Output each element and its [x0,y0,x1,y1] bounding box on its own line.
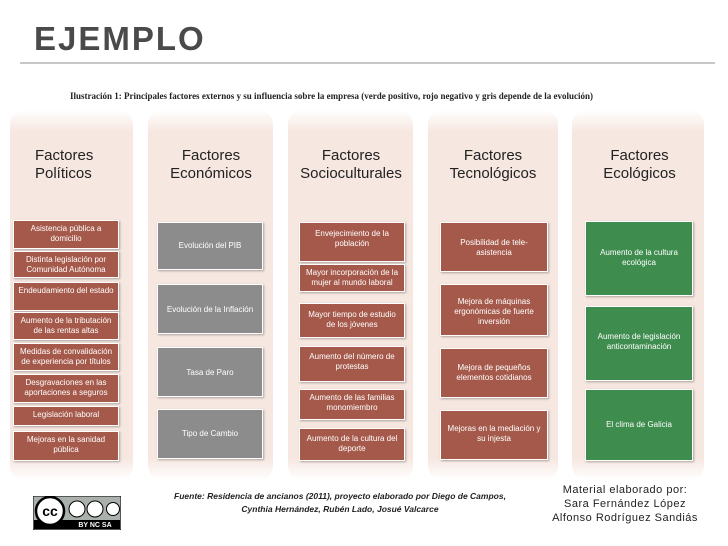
column-socioculturales [288,110,413,480]
factor-box: Mayor tiempo de estudio de los jóvenes [299,303,405,338]
cc-logo-text: cc [42,503,58,519]
title-divider [20,62,715,64]
column-title-politicos: Factores Políticos [35,147,94,182]
factor-box: Envejecimiento de la población [299,222,405,262]
factor-box: Evolución del PIB [157,222,263,270]
factor-box: Legislación laboral [13,406,119,426]
source-note: Fuente: Residencia de ancianos (2011), proyecto elaborado por Diego de Campos, Cynthia Hernández, Rubén Lado, Josué Valcarce [174,491,506,514]
factor-box: Tipo de Cambio [157,409,263,459]
column-title-tecnologicos: Factores Tecnológicos [449,147,537,182]
creative-commons-license-icon[interactable] [33,496,121,530]
slide-title: EJEMPLO [34,20,206,57]
factor-box: Posibilidad de tele-asistencia [440,222,548,272]
factor-box: Desgravaciones en las aportaciones a seguros [13,374,119,403]
factor-box: Medidas de convalidación de experiencia por títulos [13,343,119,371]
column-title-socioculturales: Factores Socioculturales [300,147,402,182]
factor-box: Mejora de máquinas ergonómicas de fuerte inversión [440,284,548,336]
factor-box: Mayor incorporación de la mujer al mundo laboral [299,264,405,292]
factor-box: Aumento del número de protestas [299,346,405,382]
factor-box: Distinta legislación por Comunidad Autónoma [13,251,119,278]
factor-box: Mejora de pequeños elementos cotidianos [440,348,548,398]
factor-box: Aumento de la cultura del deporte [299,428,405,461]
column-title-ecologicos: Factores Ecológicos [603,147,676,182]
factor-box: Aumento de la tributación de las rentas altas [13,312,119,340]
factor-box: Aumento de las familias monomiembro [299,389,405,420]
factor-box: El clima de Galicia [585,389,693,461]
factor-box: Endeudamiento del estado [13,282,119,311]
author-credit: Material elaborado por: Sara Fernández López Alfonso Rodríguez Sandiás [552,484,698,524]
factor-box: Aumento de la cultura ecológica [585,221,693,296]
factor-box: Tasa de Paro [157,347,263,397]
cc-license-tags: BY NC SA [78,522,112,529]
factor-box: Asistencia pública a domicilio [13,220,119,249]
figure-caption: Ilustración 1: Principales factores externos y su influencia sobre la empresa (verde positivo, rojo negativo y gris depende de la evolución) [70,91,594,101]
factor-box: Mejoras en la mediación y su injesta [440,410,548,460]
column-title-economicos: Factores Económicos [170,147,252,182]
factor-box: Evolución de la Inflación [157,284,263,334]
factor-box: Mejoras en la sanidad pública [13,431,119,461]
factor-box: Aumento de legislación anticontaminación [585,306,693,381]
